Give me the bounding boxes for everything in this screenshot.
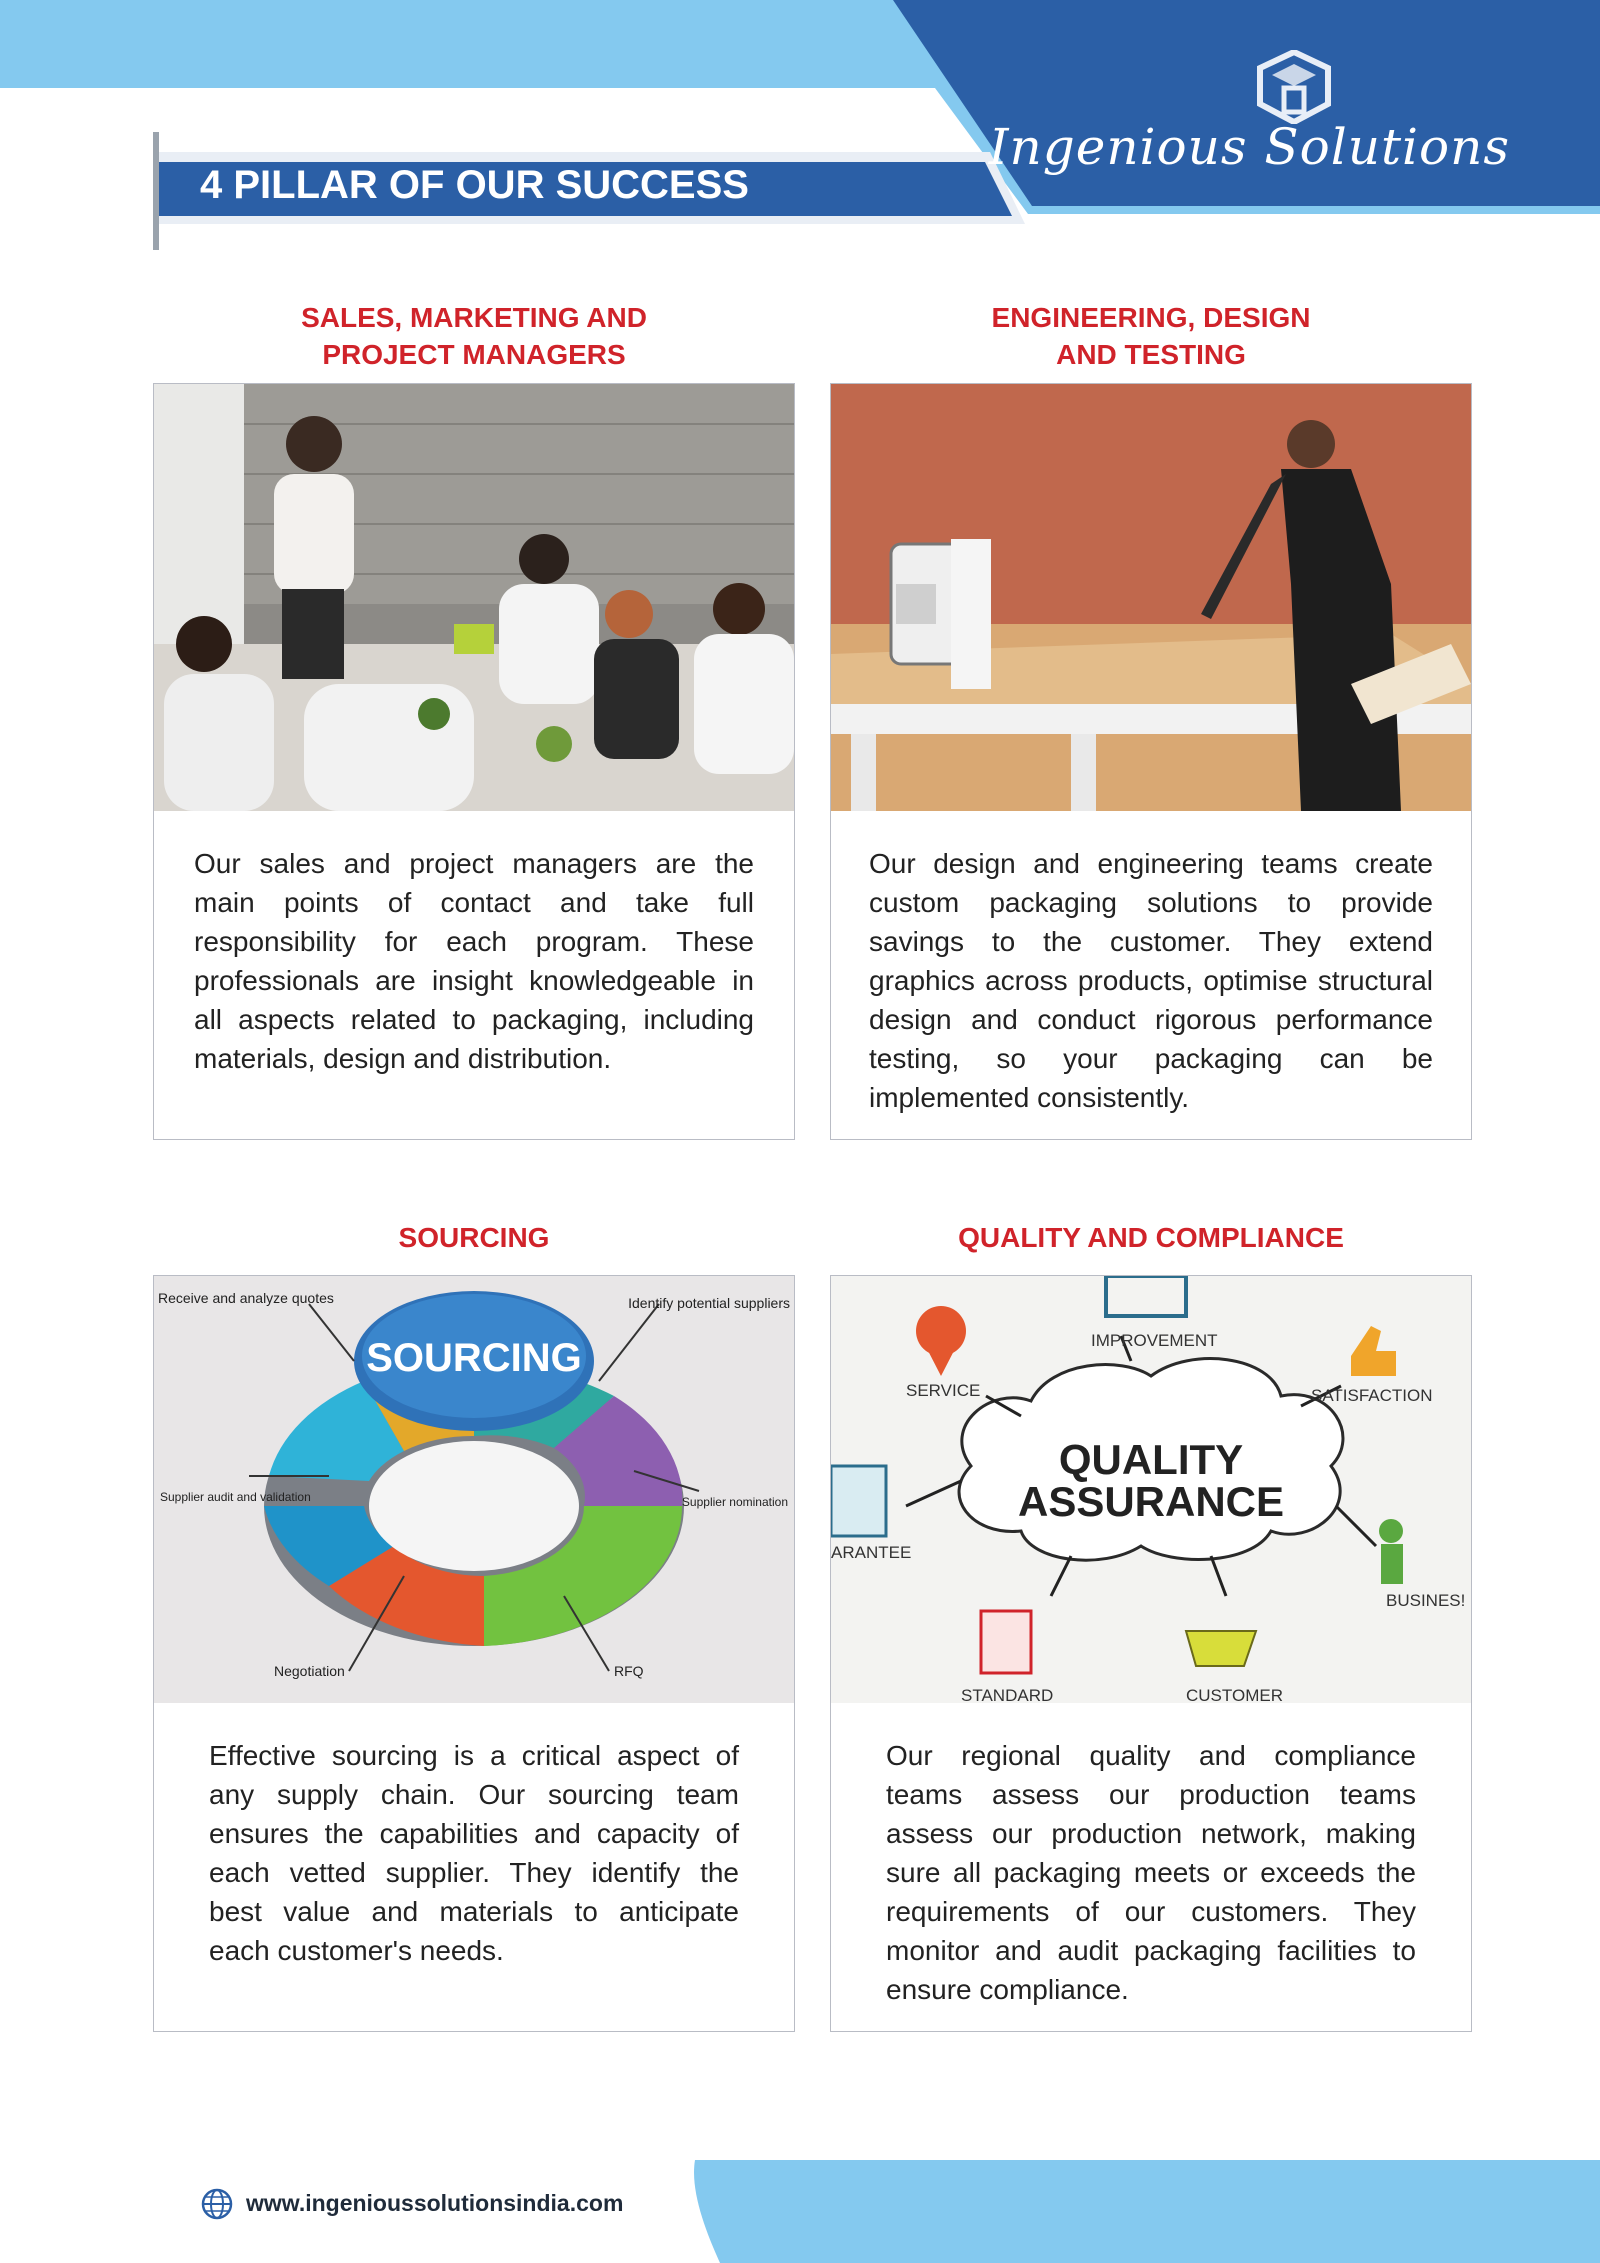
section-text-quality: Our regional quality and compliance teams assess our production teams assess our production network, making sure all packaging meets or exceeds the requirements of our customers. They monitor and audit packaging facilities to ensure compliance. bbox=[886, 1740, 1416, 2005]
label-supplier-audit: Supplier audit and validation bbox=[160, 1490, 311, 1504]
section-title-sourcing: SOURCING bbox=[398, 1222, 550, 1253]
label-identify-suppliers: Identify potential suppliers bbox=[628, 1295, 790, 1311]
card-sales bbox=[153, 383, 795, 1140]
label-customer: CUSTOMER bbox=[1186, 1686, 1283, 1703]
section-text-engineering: Our design and engineering teams create custom packaging solutions to provide savings to the customer. They extend graphics across products, optimise structural design and conduct rigorous performance testing, so your packaging can be implemented consistently. bbox=[869, 848, 1433, 1113]
footer-band bbox=[0, 2160, 1600, 2263]
label-supplier-nomination: Supplier nomination bbox=[681, 1495, 788, 1509]
qa-center-line1: QUALITY bbox=[1058, 1436, 1244, 1483]
section-text-sales: Our sales and project managers are the main points of contact and take full responsibility for each program. These professionals are insight knowledgeable in all aspects related to packaging, including materials, design and distribution. bbox=[194, 848, 754, 1074]
label-negotiation: Negotiation bbox=[274, 1663, 345, 1679]
company-logo-icon bbox=[1254, 50, 1334, 124]
section-title-quality: QUALITY AND COMPLIANCE bbox=[958, 1222, 1344, 1253]
label-business: BUSINES! bbox=[1386, 1591, 1466, 1610]
sourcing-center-label: SOURCING bbox=[366, 1336, 582, 1380]
globe-icon bbox=[200, 2187, 234, 2221]
section-title-engineering: ENGINEERING, DESIGN AND TESTING bbox=[991, 302, 1311, 370]
label-standard: STANDARD bbox=[961, 1686, 1054, 1703]
label-rfq: RFQ bbox=[614, 1663, 644, 1679]
card-sourcing bbox=[153, 1275, 795, 2032]
label-guarantee: ARANTEE bbox=[831, 1543, 912, 1562]
website-link[interactable]: www.ingenioussolutionsindia.com bbox=[246, 2190, 624, 2216]
quality-assurance-sketch bbox=[831, 1276, 1471, 1703]
section-title-sales: SALES, MARKETING AND PROJECT MANAGERS bbox=[301, 302, 647, 370]
card-engineering bbox=[830, 383, 1472, 1140]
label-receive-quotes: Receive and analyze quotes bbox=[158, 1290, 334, 1306]
page-title: 4 PILLAR OF OUR SUCCESS bbox=[200, 163, 749, 207]
team-meeting-photo bbox=[154, 384, 794, 811]
section-text-sourcing: Effective sourcing is a critical aspect of any supply chain. Our sourcing team ensures the capabilities and capacity of each vetted supplier. They identify the best value and materials to anticipate each customer's needs. bbox=[209, 1740, 739, 1966]
card-quality bbox=[830, 1275, 1472, 2032]
brand-name: Ingenious Solutions bbox=[988, 118, 1510, 176]
label-improvement: IMPROVEMENT bbox=[1091, 1331, 1218, 1350]
cutting-table-photo bbox=[831, 384, 1471, 811]
label-satisfaction: SATISFACTION bbox=[1311, 1386, 1433, 1405]
qa-center-line2: ASSURANCE bbox=[1017, 1478, 1285, 1525]
label-service: SERVICE bbox=[906, 1381, 981, 1400]
sourcing-cycle-diagram bbox=[154, 1276, 794, 1703]
